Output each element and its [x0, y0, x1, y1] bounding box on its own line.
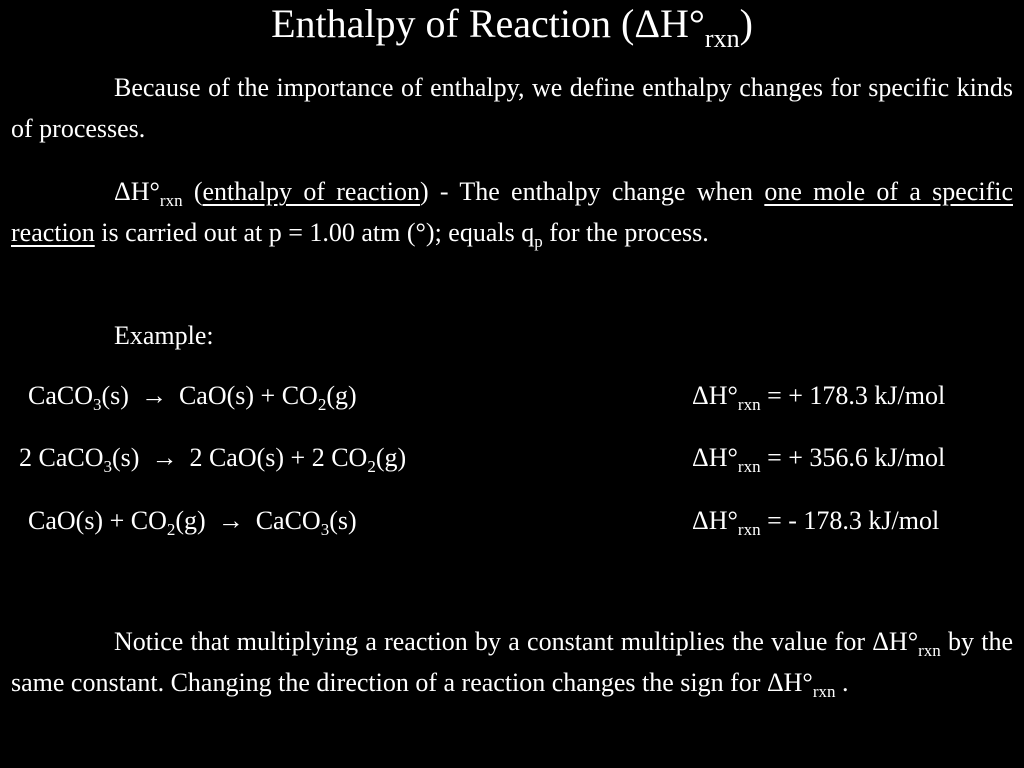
formula-text: CaCO	[28, 381, 93, 410]
formula-subscript: 2	[367, 457, 376, 476]
formula-text: (s)	[329, 506, 357, 535]
example-label	[11, 315, 1013, 356]
definition-text-2: is carried out at p = 1.00 atm (°); equals q	[94, 218, 535, 247]
intro-paragraph	[11, 67, 1013, 149]
title-subscript: rxn	[704, 24, 740, 53]
formula-text: (g)	[375, 443, 407, 472]
dh-value: = + 356.6 kJ/mol	[760, 443, 946, 472]
formula-text: CaO(s) + CO	[28, 506, 167, 535]
reaction-equation	[19, 443, 407, 476]
formula-subscript: 3	[93, 395, 102, 414]
definition-symbol: ΔH°	[114, 177, 160, 206]
notice-symbol-1: ΔH°	[872, 627, 919, 656]
dh-subscript: rxn	[737, 395, 761, 414]
notice-subscript-1: rxn	[918, 641, 941, 660]
dh-value: = - 178.3 kJ/mol	[760, 506, 940, 535]
formula-text: 2 CaO(s) + 2 CO	[189, 443, 368, 472]
formula-subscript: 2	[317, 395, 327, 414]
reaction-row	[19, 442, 1018, 474]
dh-subscript: rxn	[737, 457, 761, 476]
dh-subscript: rxn	[737, 520, 761, 539]
title-close: )	[739, 1, 753, 46]
notice-paragraph	[11, 621, 1013, 703]
formula-text: 2 CaCO	[19, 443, 104, 472]
intro-text: Because of the importance of enthalpy, we define enthalpy changes for specific kinds of processes.	[11, 73, 1013, 143]
definition-text-1: ) - The enthalpy change when	[419, 177, 765, 206]
notice-text-1: Notice that multiplying a reaction by a constant multiplies the value for	[114, 627, 873, 656]
definition-term: enthalpy of reaction	[202, 177, 420, 206]
definition-subscript: rxn	[159, 191, 183, 210]
dh-symbol: ΔH°	[692, 381, 738, 410]
formula-text: CaO(s) + CO	[178, 381, 318, 410]
formula-subscript: 3	[103, 457, 112, 476]
reaction-arrow-icon: →	[140, 381, 167, 410]
dh-symbol: ΔH°	[692, 443, 738, 472]
reaction-enthalpy	[692, 380, 945, 412]
title-symbol: ΔH°	[634, 1, 705, 46]
dh-value: = + 178.3 kJ/mol	[760, 381, 946, 410]
formula-text: (g)	[326, 381, 357, 410]
notice-symbol-2: ΔH°	[766, 668, 813, 697]
dh-symbol: ΔH°	[692, 506, 738, 535]
formula-subscript: 3	[320, 520, 330, 539]
formula-text: CaCO	[255, 506, 321, 535]
reaction-row	[28, 380, 1018, 412]
reaction-enthalpy	[692, 442, 945, 474]
reaction-arrow-icon: →	[151, 443, 178, 472]
reaction-equation	[28, 381, 357, 414]
notice-text-2: by the same constant. Changing the direction of a reaction changes the sign for	[11, 627, 1014, 697]
reaction-equation	[28, 506, 357, 539]
title-text: Enthalpy of Reaction (	[271, 1, 635, 46]
formula-text: (g)	[175, 506, 206, 535]
example-label-text: Example:	[114, 321, 214, 350]
q-subscript: p	[534, 232, 543, 251]
slide-title	[0, 0, 1024, 53]
definition-paragraph	[11, 171, 1013, 253]
definition-underlined: one mole of a specific reaction	[11, 177, 1013, 247]
notice-subscript-2: rxn	[812, 682, 836, 701]
definition-text-3: for the process.	[542, 218, 709, 247]
reaction-enthalpy	[692, 505, 939, 537]
formula-subscript: 2	[166, 520, 176, 539]
formula-text: (s)	[101, 381, 129, 410]
definition-open-paren: (	[182, 177, 203, 206]
reaction-row	[28, 505, 1018, 537]
notice-text-3: .	[835, 668, 849, 697]
formula-text: (s)	[112, 443, 140, 472]
reaction-arrow-icon: →	[217, 506, 244, 535]
